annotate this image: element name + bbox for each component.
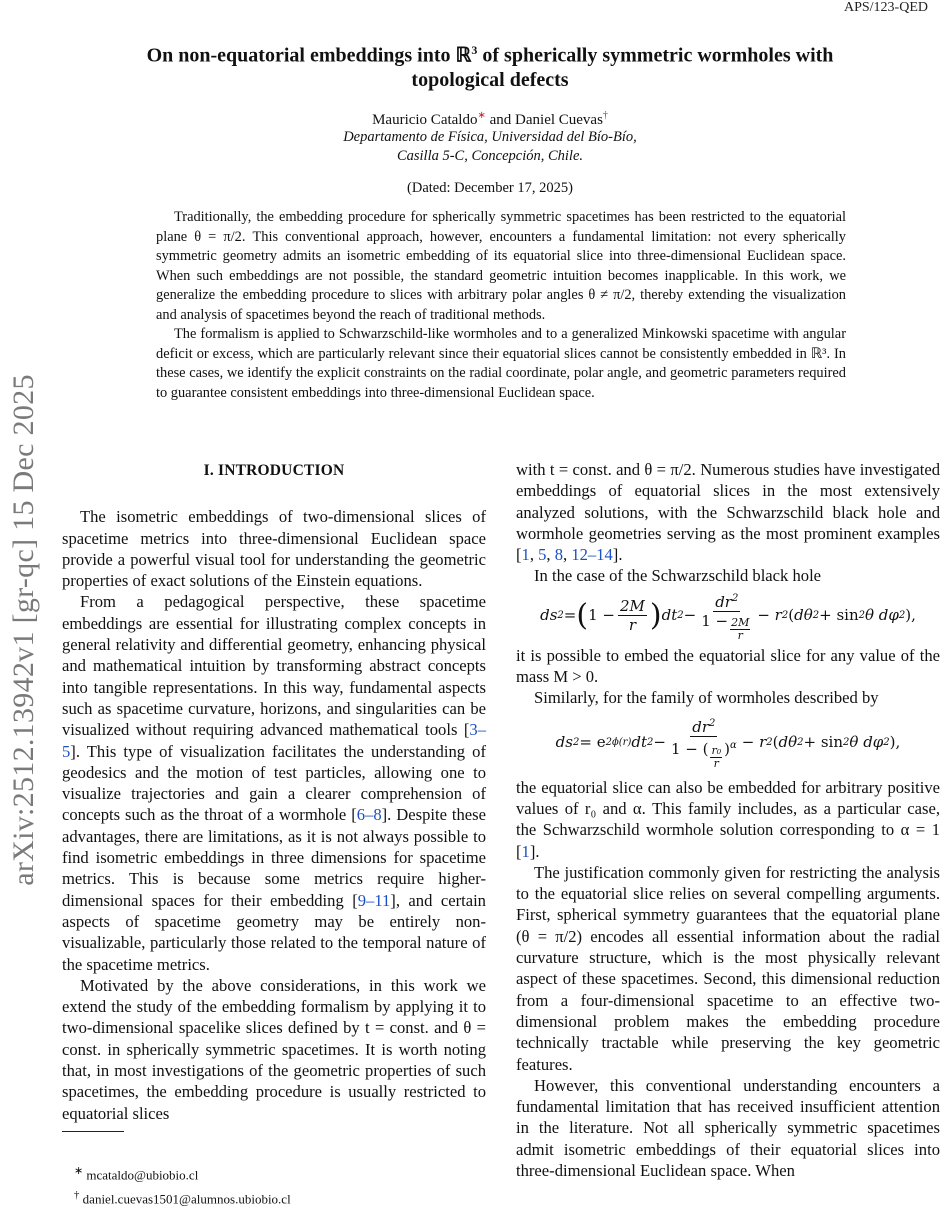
equation-schwarzschild: ds 2 = ( 1 − $\frac{2M}{r}$ ) dt 2 − $dr^2$ 1 − $\frac{2M}{r}$ − r 2 ( dθ 2 + sin 2 θ dφ 2 ) , (516, 587, 940, 645)
author-name: Daniel Cuevas (515, 112, 603, 128)
right-column (516, 459, 940, 1181)
affiliation: Departamento de Física, Universidad del Bío-Bío, Casilla 5-C, Concepción, Chile. (343, 129, 637, 164)
footnote-link[interactable]: ∗ (477, 110, 486, 121)
author-name: Mauricio Cataldo (372, 112, 478, 128)
paragraph: it is possible to embed the equatorial slice for any value of the mass M > 0. (516, 645, 940, 687)
email-link[interactable]: mcataldo@ubiobio.cl (83, 1167, 199, 1183)
citation-link[interactable]: 6–8 (356, 805, 382, 825)
footnote-rule (62, 1131, 124, 1132)
equation-wormhole: ds 2 = e 2ϕ(r) dt 2 − $dr^2$ 1 − ( $\frac{\text{r₀}}{r}$ )$^\alpha$ − r 2 ( dθ 2 + sin 2 θ dφ 2 ) , (516, 709, 940, 777)
abstract-paragraph: Traditionally, the embedding procedure for spherically symmetric spacetimes has been restricted to the equatorial plane θ = π/2. This conventional approach, however, encounters a fundamental limitation: not every spherically symmetric geometry admits an isometric embedding of its equatorial slice into three-dimensional Euclidean space. When such embeddings are not possible, the standard geometric intuition becomes inapplicable. In this work, we generalize the embedding procedure to slices with arbitrary polar angles θ ≠ π/2, thereby extending the visualization and analysis of spacetimes beyond the reach of traditional methods. (156, 209, 846, 323)
arxiv-identifier: arXiv:2512.13942v1 [gr-qc] 15 Dec 2025 (7, 374, 41, 886)
paragraph: with t = const. and θ = π/2. Numerous studies have investigated embeddings of equatorial slices in the most extensively analyzed solutions, with the Schwarzschild black hole and wormhole geometries serving as the most prominent examples [1, 5, 8, 12–14]. (516, 460, 940, 565)
citation-link[interactable]: 1 (521, 545, 530, 565)
paragraph: The justification commonly given for restricting the analysis to the equatorial slice relies on several compelling arguments. First, spherical symmetry guarantees that the equatorial plane (θ = π/2) encodes all essential information about the radial curvature structure, which is the most physically relevant aspect of these spacetimes. Second, this dimensional reduction from a four-dimensional spacetime to an effective two-dimensional problem makes the embedding procedure technically tractable while preserving the key geometric features. (516, 862, 940, 1074)
citation-link[interactable]: 5 (538, 545, 547, 565)
report-number: APS/123-QED (843, 0, 928, 15)
citation-link[interactable]: 1 (521, 841, 530, 861)
paragraph: In the case of the Schwarzschild black hole (534, 566, 822, 586)
author-list: Mauricio Cataldo∗ and Daniel Cuevas† (372, 110, 608, 128)
paper-title: On non-equatorial embeddings into ℝ$^3$ of spherically symmetric wormholes with topological defects (146, 43, 834, 91)
citation-link[interactable]: 12–14 (571, 545, 613, 565)
email-link[interactable]: daniel.cuevas1501@alumnos.ubiobio.cl (79, 1191, 291, 1207)
arxiv-stamp (0, 330, 48, 930)
footnotes (62, 1161, 486, 1210)
citation-link[interactable]: 8 (554, 545, 564, 565)
footnote: ∗ mcataldo@ubiobio.cl (74, 1165, 199, 1183)
paragraph: However, this conventional understanding encounters a fundamental limitation that has received insufficient attention in the literature. Not all spherically symmetric spacetimes admit isometric embeddings of their equatorial slices into three-dimensional Euclidean space. When (516, 1075, 940, 1181)
paragraph: From a pedagogical perspective, these spacetime embeddings are essential for illustrating complex concepts in general relativity and differential geometry, enhancing physical and mathematical intuition by transforming abstract concepts into tangible representations. In this way, fundamental aspects such as spacetime curvature, horizons, and singularities can be visualized without requiring advanced mathematical tools [3–5]. This type of visualization facilitates the understanding of geodesics and the motion of test particles, allowing one to visualize trajectories and gain a clearer comprehension of concepts such as the throat of a wormhole [6–8]. Despite these advantages, there are limitations, as it is not always possible to find isometric embeddings in three dimensions for spacetime metrics. This is because some metrics require higher-dimensional spaces for their embedding [9–11], and certain aspects of spacetime geometry may be entirely non-visualizable, particularly those related to the temporal nature of the spacetime metrics. (62, 592, 486, 974)
paragraph: Similarly, for the family of wormholes described by (534, 688, 879, 708)
citation-link[interactable]: 9–11 (357, 890, 391, 910)
section-heading: I. INTRODUCTION (203, 462, 345, 479)
left-column (62, 460, 486, 1124)
paragraph: the equatorial slice can also be embedded for arbitrary positive values of r₀ and α. This family includes, as a particular case, the Schwarzschild wormhole solution corresponding to α = 1 [1]. (516, 777, 940, 861)
paragraph: The isometric embeddings of two-dimensional slices of spacetime metrics into three-dimensional Euclidean space provide a powerful visual tool for understanding the geometric properties of exact solutions of the Einstein equations. (62, 507, 486, 591)
footnote-link[interactable]: † (602, 110, 608, 121)
paragraph: Motivated by the above considerations, in this work we extend the study of the embedding formalism by applying it to two-dimensional spacelike slices defined by t = const. and θ = const. in spherically symmetric spacetimes. It is worth noting that, in most investigations of the geometric properties of such spacetimes, the embedding procedure is usually restricted to equatorial slices (62, 975, 486, 1123)
citation-link[interactable]: 3–5 (62, 720, 486, 761)
footnote: † daniel.cuevas1501@alumnos.ubiobio.cl (74, 1189, 291, 1207)
abstract-paragraph: The formalism is applied to Schwarzschild-like wormholes and to a generalized Minkowski spacetime with angular deficit or excess, which are particularly relevant since their equatorial slices cannot be consistently embedded in ℝ³. In these cases, we identify the explicit constraints on the radial coordinate, polar angle, and geometric parameters required to guarantee consistent embeddings into three-dimensional Euclidean space. (156, 326, 846, 401)
date-line: (Dated: December 17, 2025) (407, 180, 573, 196)
abstract (156, 208, 846, 403)
